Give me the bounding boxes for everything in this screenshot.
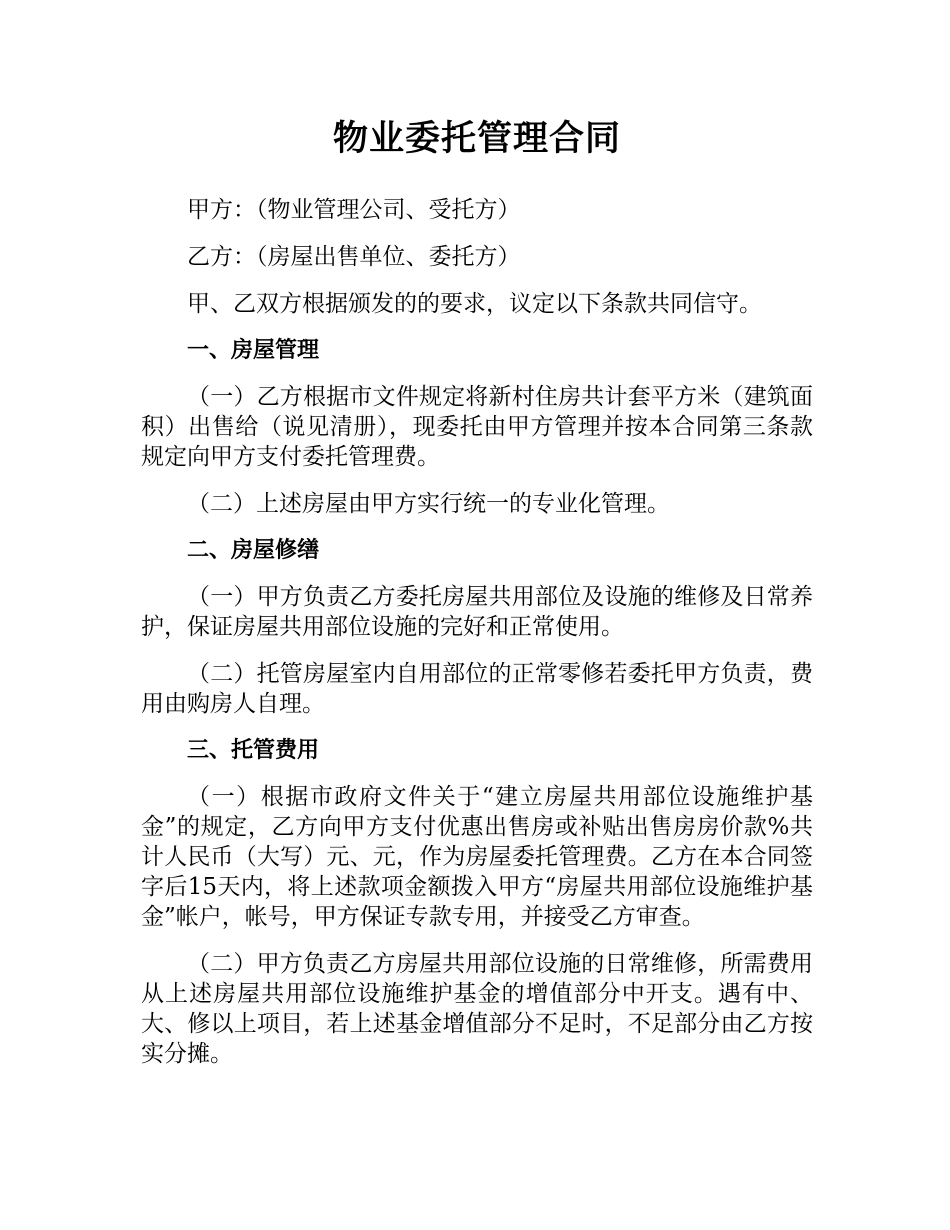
section-heading-housing-management: 一、房屋管理 bbox=[187, 338, 320, 363]
party-a-line: 甲方：（物业管理公司、受托方） bbox=[187, 197, 521, 223]
section-1-paragraph-2: （二）上述房屋由甲方实行统一的专业化管理。 bbox=[187, 491, 670, 517]
section-2-paragraph-2: （二）托管房屋室内自用部位的正常零修若委托甲方负责，费用由购房人自理。 bbox=[141, 661, 813, 717]
section-heading-management-fees: 三、托管费用 bbox=[187, 738, 320, 763]
intro-paragraph: 甲、乙双方根据颁发的的要求，议定以下条款共同信守。 bbox=[187, 291, 762, 317]
section-heading-housing-repair: 二、房屋修缮 bbox=[187, 538, 320, 563]
section-3-paragraph-2: （二）甲方负责乙方房屋共用部位设施的日常维修，所需费用从上述房屋共用部位设施维护基金的增值部分中开支。遇有中、大、修以上项目，若上述基金增值部分不足时，不足部分由乙方按实分摊。 bbox=[141, 951, 813, 1067]
document-title: 物业委托管理合同 bbox=[332, 119, 621, 159]
party-b-line: 乙方：（房屋出售单位、委托方） bbox=[187, 244, 521, 270]
document-page bbox=[141, 110, 813, 1086]
section-2-paragraph-1: （一）甲方负责乙方委托房屋共用部位及设施的维修及日常养护，保证房屋共用部位设施的完好和正常使用。 bbox=[141, 584, 813, 640]
section-1-paragraph-1: （一）乙方根据市文件规定将新村住房共计套平方米（建筑面积）出售给（说见清册），现委托由甲方管理并按本合同第三条款规定向甲方支付委托管理费。 bbox=[141, 384, 813, 470]
section-3-paragraph-1: （一）根据市政府文件关于“建立房屋共用部位设施维护基金”的规定，乙方向甲方支付优惠出售房或补贴出售房房价款%共计人民币（大写）元、元，作为房屋委托管理费。乙方在本合同签字后15天内，将上述款项金额拨入甲方“房屋共用部位设施维护基金”帐户，帐号，甲方保证专款专用，并接受乙方审查。 bbox=[141, 784, 813, 930]
